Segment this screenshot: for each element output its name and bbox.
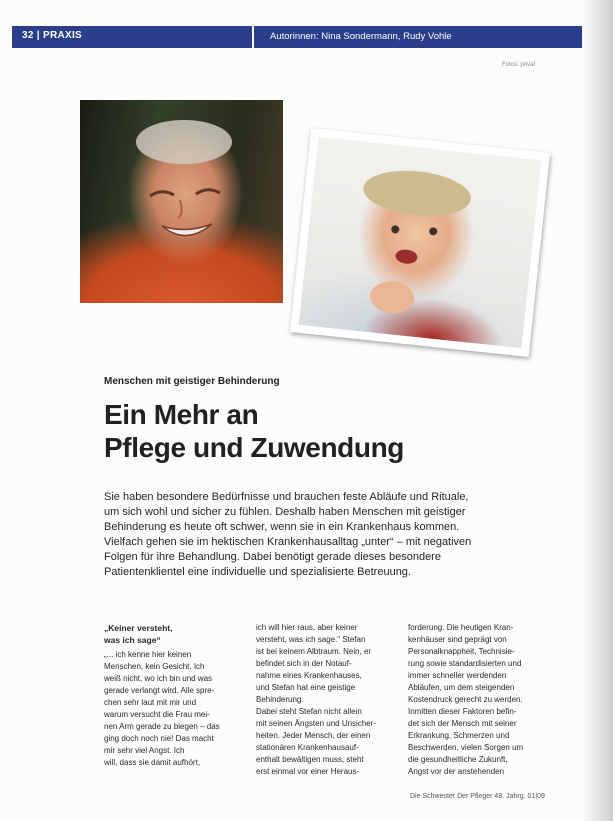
body-line: nahme eines Krankenhauses, (256, 671, 362, 680)
photo-elderly-man-illustration (80, 100, 283, 303)
body-line: befindet sich in der Notauf- (256, 659, 352, 668)
article-kicker: Menschen mit geistiger Behinderung (104, 376, 280, 387)
lead-line: Behinderung es heute oft schwer, wenn sie in ein Krankenhaus kommen. (104, 521, 460, 533)
page-edge-shadow (583, 0, 613, 821)
body-column-2 (256, 622, 386, 778)
body-line: Kostendruck gerecht zu werden. (408, 695, 523, 704)
body-line: versteht, was ich sage.“ Stefan (256, 635, 366, 644)
body-line: Erkrankung, Schmerzen und (408, 731, 510, 740)
article-lead (104, 490, 544, 580)
body-line: ist bei keinem Albtraum. Nein, er (256, 647, 372, 656)
body-line: Personalknappheit, Technisie- (408, 647, 515, 656)
body-line: nen Arm gerade zu biegen – das (104, 722, 220, 731)
body-column-3 (408, 622, 548, 778)
photo-elderly-man (80, 100, 283, 303)
body-line: Beschwerden, vielen Sorgen um (408, 743, 524, 752)
column-body (104, 649, 234, 769)
body-line: chen sehr laut mit mir und (104, 698, 197, 707)
subhead-line: was ich sage“ (104, 635, 161, 645)
body-line: Inmitten dieser Faktoren befin- (408, 707, 517, 716)
body-line: und Stefan hat eine geistige (256, 683, 356, 692)
body-line: heiten. Jeder Mensch, der einen (256, 731, 371, 740)
header-divider (252, 26, 254, 48)
authors-line: Autorinnen: Nina Sondermann, Rudy Vohle (270, 31, 452, 42)
body-column-1 (104, 622, 234, 769)
body-line: forderung. Die heutigen Kran- (408, 623, 514, 632)
subhead-line: „Keiner versteht, (104, 623, 173, 633)
page-footer: Die Schwester Der Pfleger 48. Jahrg. 01|09 (410, 793, 545, 800)
photo-credit: Fotos: privat (502, 62, 536, 68)
column-subhead (104, 622, 234, 646)
body-line: kenhäuser sind geprägt von (408, 635, 507, 644)
section-label: 32 | PRAXIS (22, 30, 83, 41)
body-line: Abläufen, um dem steigenden (408, 683, 515, 692)
body-line: weiß nicht, wo ich bin und was (104, 674, 213, 683)
body-line: „... ich kenne hier keinen (104, 650, 192, 659)
lead-line: Patientenklientel eine individuelle und spezialisierte Betreuung. (104, 566, 411, 578)
body-line: warum versucht die Frau mei- (104, 710, 210, 719)
body-line: erst einmal vor einer Heraus- (256, 767, 360, 776)
body-line: die gesundheitliche Zukunft, (408, 755, 508, 764)
body-line: gerade verlangt wird. Alle spre- (104, 686, 215, 695)
body-line: immer schneller werdenden (408, 671, 507, 680)
photo-child (299, 137, 542, 348)
body-line: ich will hier raus, aber keiner (256, 623, 358, 632)
body-line: mir sehr viel Angst. Ich (104, 746, 185, 755)
body-line: Menschen, kein Gesicht. Ich (104, 662, 205, 671)
body-line: ging doch noch nie! Das macht (104, 734, 214, 743)
body-line: Dabei steht Stefan nicht allein (256, 707, 362, 716)
lead-line: Vielfach gehen sie im hektischen Krankenhausalltag „unter“ – mit negativen (104, 536, 472, 548)
lead-line: um sich wohl und sicher zu fühlen. Deshalb haben Menschen mit geistiger (104, 506, 466, 518)
body-line: will, dass sie damit aufhört, (104, 758, 201, 767)
body-line: Behinderung. (256, 695, 304, 704)
lead-line: Folgen für ihre Behandlung. Dabei benötigt gerade dieses besondere (104, 551, 441, 563)
body-line: enthalt bewältigen muss, steht (256, 755, 364, 764)
headline-line-1: Ein Mehr an (104, 399, 259, 430)
body-line: det sich der Mensch mit seiner (408, 719, 517, 728)
lead-line: Sie haben besondere Bedürfnisse und brauchen feste Abläufe und Rituale, (104, 491, 469, 503)
photo-child-illustration (299, 137, 542, 348)
body-line: Angst vor der anstehenden (408, 767, 505, 776)
article-headline (104, 398, 484, 464)
photo-child-frame (290, 128, 550, 357)
body-line: mit seinen Ängsten und Unsicher- (256, 719, 377, 728)
body-line: rung sowie standardisierten und (408, 659, 522, 668)
header-bar (12, 26, 582, 48)
headline-line-2: Pflege und Zuwendung (104, 432, 404, 463)
body-line: stationären Krankenhausauf- (256, 743, 359, 752)
